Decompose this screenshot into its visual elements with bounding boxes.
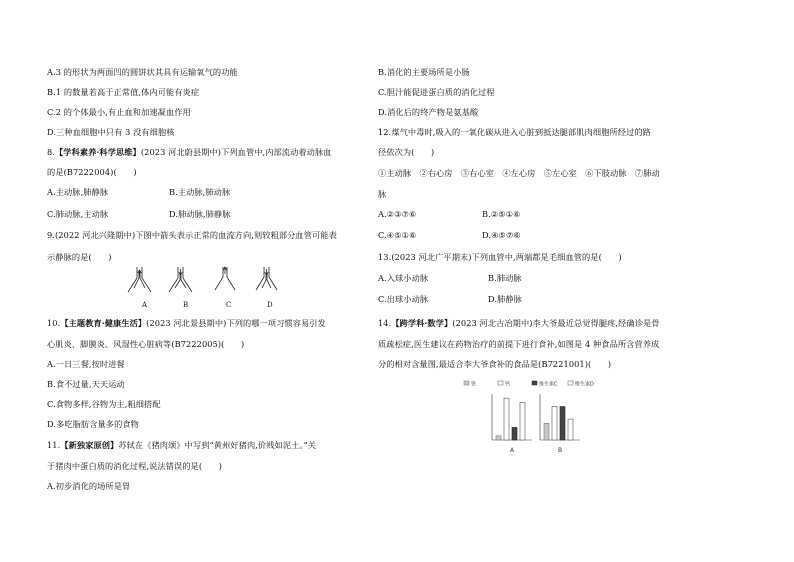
bar-b-2	[560, 407, 565, 440]
q14-stem-line1	[378, 318, 660, 329]
q12-stem-line2: 径依次为( )	[378, 147, 435, 157]
q8-tag: 【学科素养·科学思维】	[55, 147, 141, 157]
q10-option-b[interactable]: B.食不过量,天天运动	[47, 379, 125, 389]
q8-option-b[interactable]: B.主动脉,肺动脉	[169, 187, 231, 197]
vessel-d	[256, 267, 277, 290]
q10-option-a[interactable]: A.一日三餐,按时进餐	[47, 359, 125, 369]
q11-text: 苏轼在《猪肉颂》中写到“黄州好猪肉,价贱如泥土。”关	[118, 440, 317, 450]
q7-option-b[interactable]: B.1 的数量若高于正常值,体内可能有炎症	[47, 87, 200, 97]
q13-option-d[interactable]: D.肺静脉	[488, 294, 522, 304]
q11-tag: 【新独家原创】	[60, 440, 119, 450]
q13-stem: 13.(2023 河北广平期末)下列血管中,两端都是毛细血管的是( )	[378, 252, 622, 262]
legend-swatch	[568, 381, 573, 385]
legend-swatch	[498, 381, 503, 385]
q13-option-b[interactable]: B.肺动脉	[488, 273, 522, 283]
vessel-a	[128, 267, 151, 292]
q14-number: 14.	[378, 318, 392, 328]
q11-stem-line1	[47, 440, 316, 451]
bar-a-2	[512, 427, 517, 440]
q14-stem-line3: 分的相对含量图,最适合李大爷食补的食品是(B7221001)( )	[378, 359, 612, 369]
q9-stem-line2: 示静脉的是( )	[47, 252, 112, 262]
q10-number: 10.	[47, 318, 61, 328]
bar-a-0	[496, 436, 501, 440]
q8-stem-line1	[47, 147, 332, 158]
q12-option-c[interactable]: C.④⑤①⑥	[378, 230, 417, 240]
legend-label: 维生素C	[539, 381, 558, 388]
q11-option-b[interactable]: B.消化的主要场所是小肠	[378, 67, 470, 77]
q10-tag: 【主题教育·健康生活】	[60, 318, 147, 328]
bar-b-3	[568, 419, 573, 440]
q14-tag: 【跨学科·数学】	[391, 318, 453, 328]
q10-stem-line1	[47, 318, 326, 329]
legend-swatch	[532, 381, 537, 385]
q11-option-d[interactable]: D.消化后的终产物是氨基酸	[378, 107, 479, 117]
q10-option-d[interactable]: D.多吃脂肪含量多的食物	[47, 419, 139, 429]
category-label: B	[558, 447, 563, 454]
q14-stem-line2: 质疏松症,医生建议在药物治疗的前提下进行食补,如图是 4 种食品所含营养成	[378, 339, 660, 349]
legend-label: 铁	[471, 381, 477, 388]
q8-stem-line2: 的是(B7222004)( )	[47, 167, 137, 177]
q7-option-d[interactable]: D.三种血细胞中只有 3 没有细胞核	[47, 127, 175, 137]
legend-label: 钙	[505, 381, 511, 388]
vessel-label-b: B	[183, 301, 189, 309]
nutrient-bar-chart	[460, 378, 610, 458]
q8-option-d[interactable]: D.肺动脉,肺静脉	[169, 209, 231, 219]
q11-option-a[interactable]: A.初步消化的场所是胃	[47, 481, 131, 491]
bar-a-1	[504, 398, 509, 440]
legend-label: 维生素D	[575, 381, 594, 388]
legend-swatch	[464, 381, 469, 385]
vessel-label-a: A	[142, 301, 148, 309]
q12-option-a[interactable]: A.②③⑦⑥	[378, 209, 417, 219]
q8-number: 8.	[47, 147, 56, 157]
q12-items-cont: 脉	[378, 189, 387, 199]
q12-stem-line1: 12.煤气中毒时,吸入的一氧化碳从进入心脏到抵达腿部肌肉细胞所经过的路	[378, 127, 651, 137]
q14-text: (2023 河北古冶期中)李大爷最近总觉得腿疼,经确诊是骨	[452, 318, 660, 328]
q8-option-a[interactable]: A.主动脉,肺静脉	[47, 187, 109, 197]
vessel-c	[215, 267, 235, 290]
q9-stem-line1: 9.(2022 河北兴隆期中)下图中箭头表示正常的血流方向,则较粗部分血管可能表	[47, 230, 337, 240]
q10-text: (2023 河北景县期中)下列的哪一项习惯容易引发	[146, 318, 326, 328]
bar-b-0	[544, 423, 549, 440]
bar-b-1	[552, 407, 557, 440]
q10-stem-line2: 心肌炎、脚膜炎、风湿性心脏病等(B7222005)( )	[47, 339, 245, 349]
bar-a-3	[520, 402, 525, 440]
q8-text: (2023 河北蔚县期中)下列血管中,内部流动着动脉血	[140, 147, 332, 157]
vessel-label-d: D	[267, 301, 273, 309]
q13-option-c[interactable]: C.出球小动脉	[378, 294, 429, 304]
q11-option-c[interactable]: C.胆汁能促进蛋白质的消化过程	[378, 87, 495, 97]
category-label: A	[510, 447, 515, 454]
q10-option-c[interactable]: C.食物多样,谷物为主,粗细搭配	[47, 399, 161, 409]
q8-option-c[interactable]: C.肺动脉,主动脉	[47, 209, 109, 219]
q12-items: ①主动脉 ②右心房 ③右心室 ④左心房 ⑤左心室 ⑥下肢动脉 ⑦肺动	[378, 168, 660, 178]
q12-option-d[interactable]: D.④⑤⑦⑥	[482, 230, 521, 240]
q13-option-a[interactable]: A.入球小动脉	[378, 273, 429, 283]
vessel-label-c: C	[226, 301, 232, 309]
q7-option-a[interactable]: A.3 的形状为两面凹的圆饼状其具有运输氧气的功能	[47, 67, 238, 77]
q12-option-b[interactable]: B.②⑤①⑥	[482, 209, 521, 219]
q7-option-c[interactable]: C.2 的个体最小,有止血和加速凝血作用	[47, 107, 191, 117]
q11-stem-line2: 于猪肉中蛋白质的消化过程,说法错误的是( )	[47, 461, 223, 471]
vessel-b	[169, 267, 192, 292]
q11-number: 11.	[47, 440, 61, 450]
